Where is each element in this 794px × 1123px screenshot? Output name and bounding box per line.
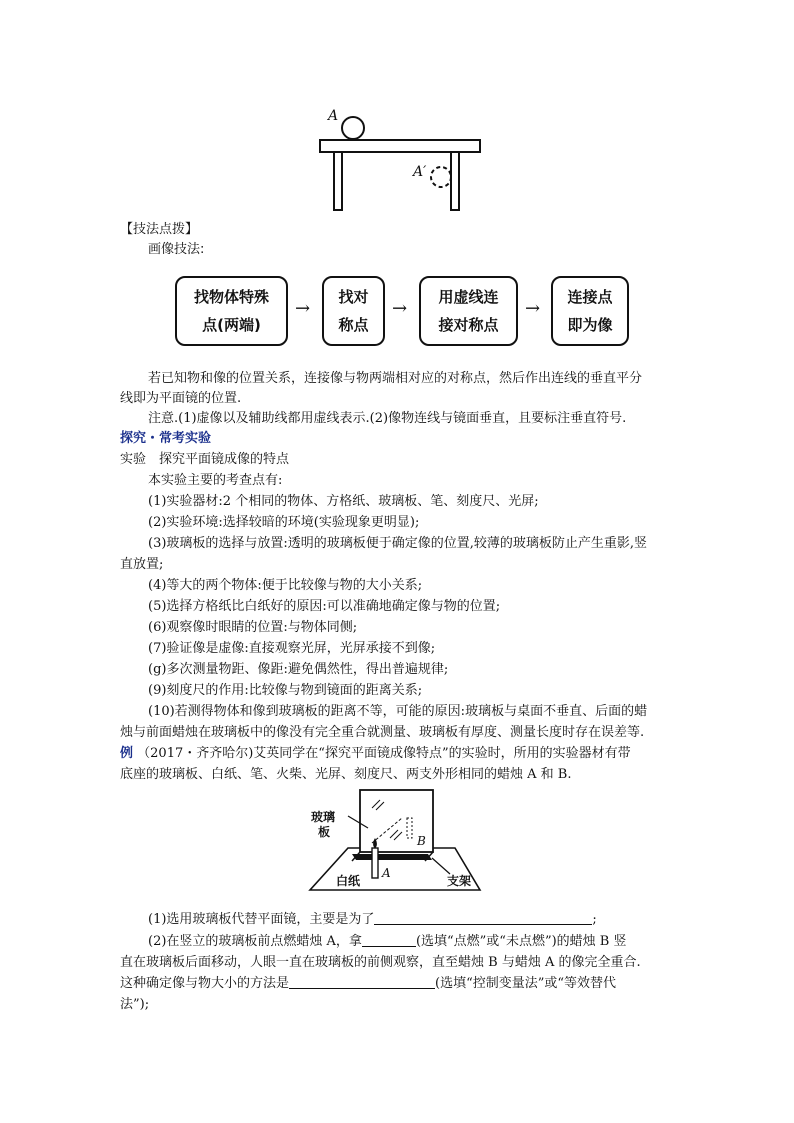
label-glass-2: 板 [318, 825, 331, 839]
label-a-prime: A′ [413, 164, 427, 180]
q2-answer-blank-2[interactable] [289, 974, 435, 989]
tips-para-line2: 线即为平面镜的位置. [120, 391, 242, 406]
experiment-title: 实验 探究平面镜成像的特点 [120, 452, 290, 467]
q1-answer-blank[interactable] [374, 910, 592, 925]
question-2-line4: 法”); [120, 997, 150, 1012]
label-candle-a: A [382, 866, 391, 880]
point-3: (3)玻璃板的选择与放置:透明的玻璃板便于确定像的位置,较薄的玻璃板防止产生重影,竖 [148, 536, 648, 551]
candle-a [372, 848, 378, 878]
point-10: (10)若测得物体和像到玻璃板的距离不等，可能的原因:玻璃板与桌面不垂直、后面的蜡 [148, 704, 648, 719]
q1-text: (1)选用玻璃板代替平面镜，主要是为了 [148, 912, 375, 927]
example-label: 例 [120, 746, 134, 761]
question-2-line2: 直在玻璃板后面移动，人眼一直在玻璃板的前侧观察，直至蜡烛 B 与蜡烛 A 的像完全重合. [120, 955, 641, 970]
step-2-line2: 称点 [338, 316, 369, 334]
glass-base [352, 854, 432, 860]
flow-arrow-3: → [525, 298, 541, 319]
candle-b [407, 818, 412, 838]
point-10-cont: 烛与前面蜡烛在玻璃板中的像没有完全重合就测量、玻璃板有厚度、测量长度时存在误差等. [120, 725, 645, 740]
q1-suffix: ; [592, 912, 597, 927]
step-4-line1: 连接点 [567, 288, 613, 306]
table-top [320, 140, 480, 152]
step-2-line1: 找对 [338, 288, 369, 306]
label-stand: 支架 [447, 874, 472, 888]
point-8: (g)多次测量物距、像距:避免偶然性，得出普遍规律; [148, 662, 449, 677]
q2-text-b: (选填“点燃”或“未点燃”)的蜡烛 B 竖 [415, 934, 627, 949]
tips-subtitle: 画像技法: [148, 242, 205, 257]
flow-arrow-2: → [392, 298, 408, 319]
q2-answer-blank-1[interactable] [362, 932, 416, 947]
point-2: (2)实验环境:选择较暗的环境(实验现象更明显); [148, 515, 420, 530]
label-glass-1: 玻璃 [311, 810, 336, 824]
step-box-4 [551, 276, 629, 346]
point-5: (5)选择方格纸比白纸好的原因:可以准确地确定像与物的位置; [148, 599, 501, 614]
table-leg-left [334, 152, 342, 210]
tips-note: 注意.(1)虚像以及辅助线都用虚线表示.(2)像物连线与镜面垂直，且要标注垂直符号. [148, 411, 627, 426]
point-1: (1)实验器材:2 个相同的物体、方格纸、玻璃板、笔、刻度尺、光屏; [148, 494, 539, 509]
table-leg-right [451, 152, 459, 210]
point-4: (4)等大的两个物体:便于比较像与物的大小关系; [148, 578, 423, 593]
step-4-line2: 即为像 [567, 316, 613, 334]
ball-image-a-prime [431, 167, 451, 187]
step-1-line1: 找物体特殊 [193, 288, 269, 306]
flow-arrow-1: → [295, 298, 311, 319]
question-2-line3 [120, 974, 680, 994]
label-white-paper: 白纸 [336, 874, 361, 888]
q2-text-c: 这种确定像与物大小的方法是 [120, 976, 290, 991]
step-1-line2: 点(两端) [202, 316, 261, 334]
step-box-2 [322, 276, 385, 346]
q2-text-d: (选填“控制变量法”或“等效替代 [435, 976, 617, 991]
point-6: (6)观察像时眼睛的位置:与物体同侧; [148, 620, 358, 635]
example-text-1: （2017・齐齐哈尔)艾英同学在“探究平面镜成像特点”的实验时，所用的实验器材有带 [137, 746, 631, 761]
q2-text-a: (2)在竖立的玻璃板前点燃蜡烛 A，拿 [148, 934, 362, 949]
point-9: (9)刻度尺的作用:比较像与物到镜面的距离关系; [148, 683, 423, 698]
step-box-1 [175, 276, 288, 346]
step-3-line2: 接对称点 [438, 316, 499, 334]
example-line1 [120, 744, 680, 764]
tips-para-line1: 若已知物和像的位置关系，连接像与物两端相对应的对称点，然后作出连线的垂直平分 [148, 371, 643, 386]
example-line2: 底座的玻璃板、白纸、笔、火柴、光屏、刻度尺、两支外形相同的蜡烛 A 和 B. [120, 767, 572, 782]
tips-title: 【技法点拨】 [120, 222, 199, 237]
label-candle-b: B [417, 834, 426, 848]
step-3-line1: 用虚线连 [438, 288, 499, 306]
label-a: A [328, 108, 339, 124]
question-1 [148, 910, 680, 930]
explore-section-title: 探究・常考实验 [120, 431, 212, 446]
point-3-cont: 直放置; [120, 557, 164, 572]
question-2-line1 [148, 932, 680, 952]
point-7: (7)验证像是虚像:直接观察光屏，光屏承接不到像; [148, 641, 436, 656]
step-box-3 [419, 276, 518, 346]
ball-a [342, 117, 364, 139]
explore-intro: 本实验主要的考查点有: [148, 473, 283, 488]
